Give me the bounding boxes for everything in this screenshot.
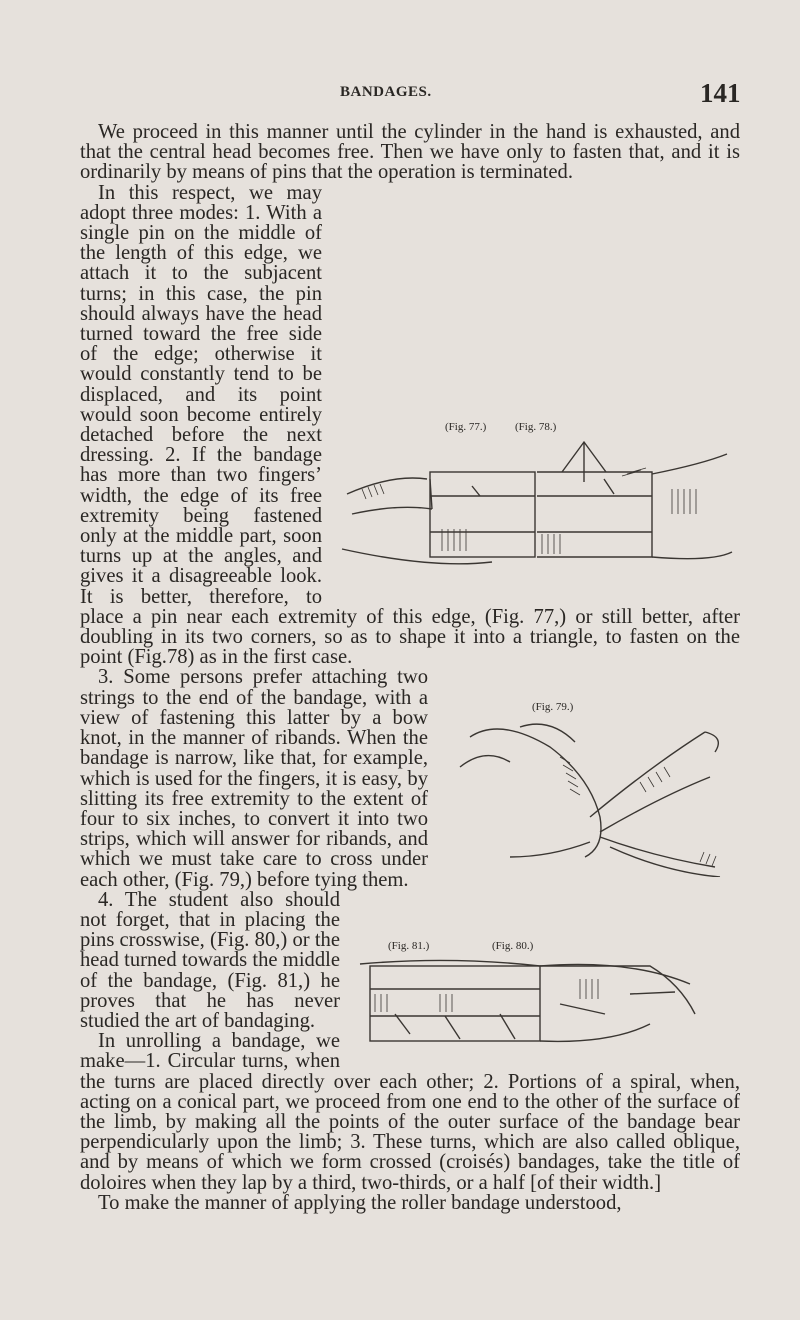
figure-77-78 [322, 412, 740, 597]
fig-81-caption: (Fig. 81.) [388, 939, 430, 952]
paragraph: 3. Some persons prefer attaching two strings to the end of the bandage, with a view of fastening this latter by a bow knot, in the manner of ribands. When the bandage is narrow, like that, for example, which is used for the fingers, it is easy, by slitting its free extremity to the extent of four to six inches, to convert it into two strips, which will answer for ribands, and which we must take care to cross under each other, (Fig. 79,) before tying them. [80, 666, 428, 891]
page-header [0, 80, 800, 110]
paragraph: To make the manner of applying the roller bandage understood, [98, 1191, 622, 1214]
finger-ribbon-illustration [440, 707, 740, 877]
running-head: BANDAGES. [340, 84, 432, 100]
fig-79-caption: (Fig. 79.) [532, 701, 574, 714]
paragraph: In unrolling a bandage, we make—1. Circular turns, when the turns are placed directly over each other; 2. Portions of a spiral, when, acting on a conical part, we proceed from one end to the other of the surface of the limb, by making all the points of the outer surface of the bandage bear perpendicularly upon the limb; 3. These turns, which are also called oblique, and by means of which we form crossed (croisés) bandages, take the title of doloires when they lap by a third, two-thirds, or a half [of their width.] [80, 1030, 740, 1194]
paragraph: We proceed in this manner until the cylinder in the hand is exhausted, and that the central head becomes free. Then we have only to fasten that, and it is ordinarily by means of pins that the operation is terminated. [80, 121, 740, 184]
figure-80-81 [350, 934, 740, 1054]
fig-78-caption: (Fig. 78.) [515, 420, 557, 433]
body-text [80, 122, 740, 1213]
fig-80-caption: (Fig. 80.) [492, 939, 534, 952]
crossed-pins-illustration [350, 954, 740, 1054]
paragraph: In this respect, we may adopt three modes: 1. With a single pin on the middle of the length of this edge, we attach it to the subjacent turns; in this case, the pin should always have the head turned toward the free side of the edge; otherwise it would constantly tend to be displaced, and its point would soon become entirely detached before the next dressing. 2. If the bandage has more than two fingers’ width, the edge of its free extremity being fastened only at the middle part, soon turns up at the angles, and gives it a disagreeable look. It is better, therefore, to place a pin near each extremity of this edge, (Fig. 77,) or still better, after doubling in its two corners, so as to shape it into a triangle, to fasten on the point (Fig.78) as in the first case. [80, 181, 740, 669]
paragraph: 4. The student also should not forget, that in placing the pins crosswise, (Fig. 80,) or the head turned towards the middle of the bandage, (Fig. 81,) he proves that he has never studied the art of bandaging. [80, 888, 340, 1032]
page-number: 141 [700, 78, 741, 108]
bandage-pin-illustration [322, 434, 740, 594]
fig-77-caption: (Fig. 77.) [445, 420, 487, 433]
figure-79 [440, 685, 740, 877]
